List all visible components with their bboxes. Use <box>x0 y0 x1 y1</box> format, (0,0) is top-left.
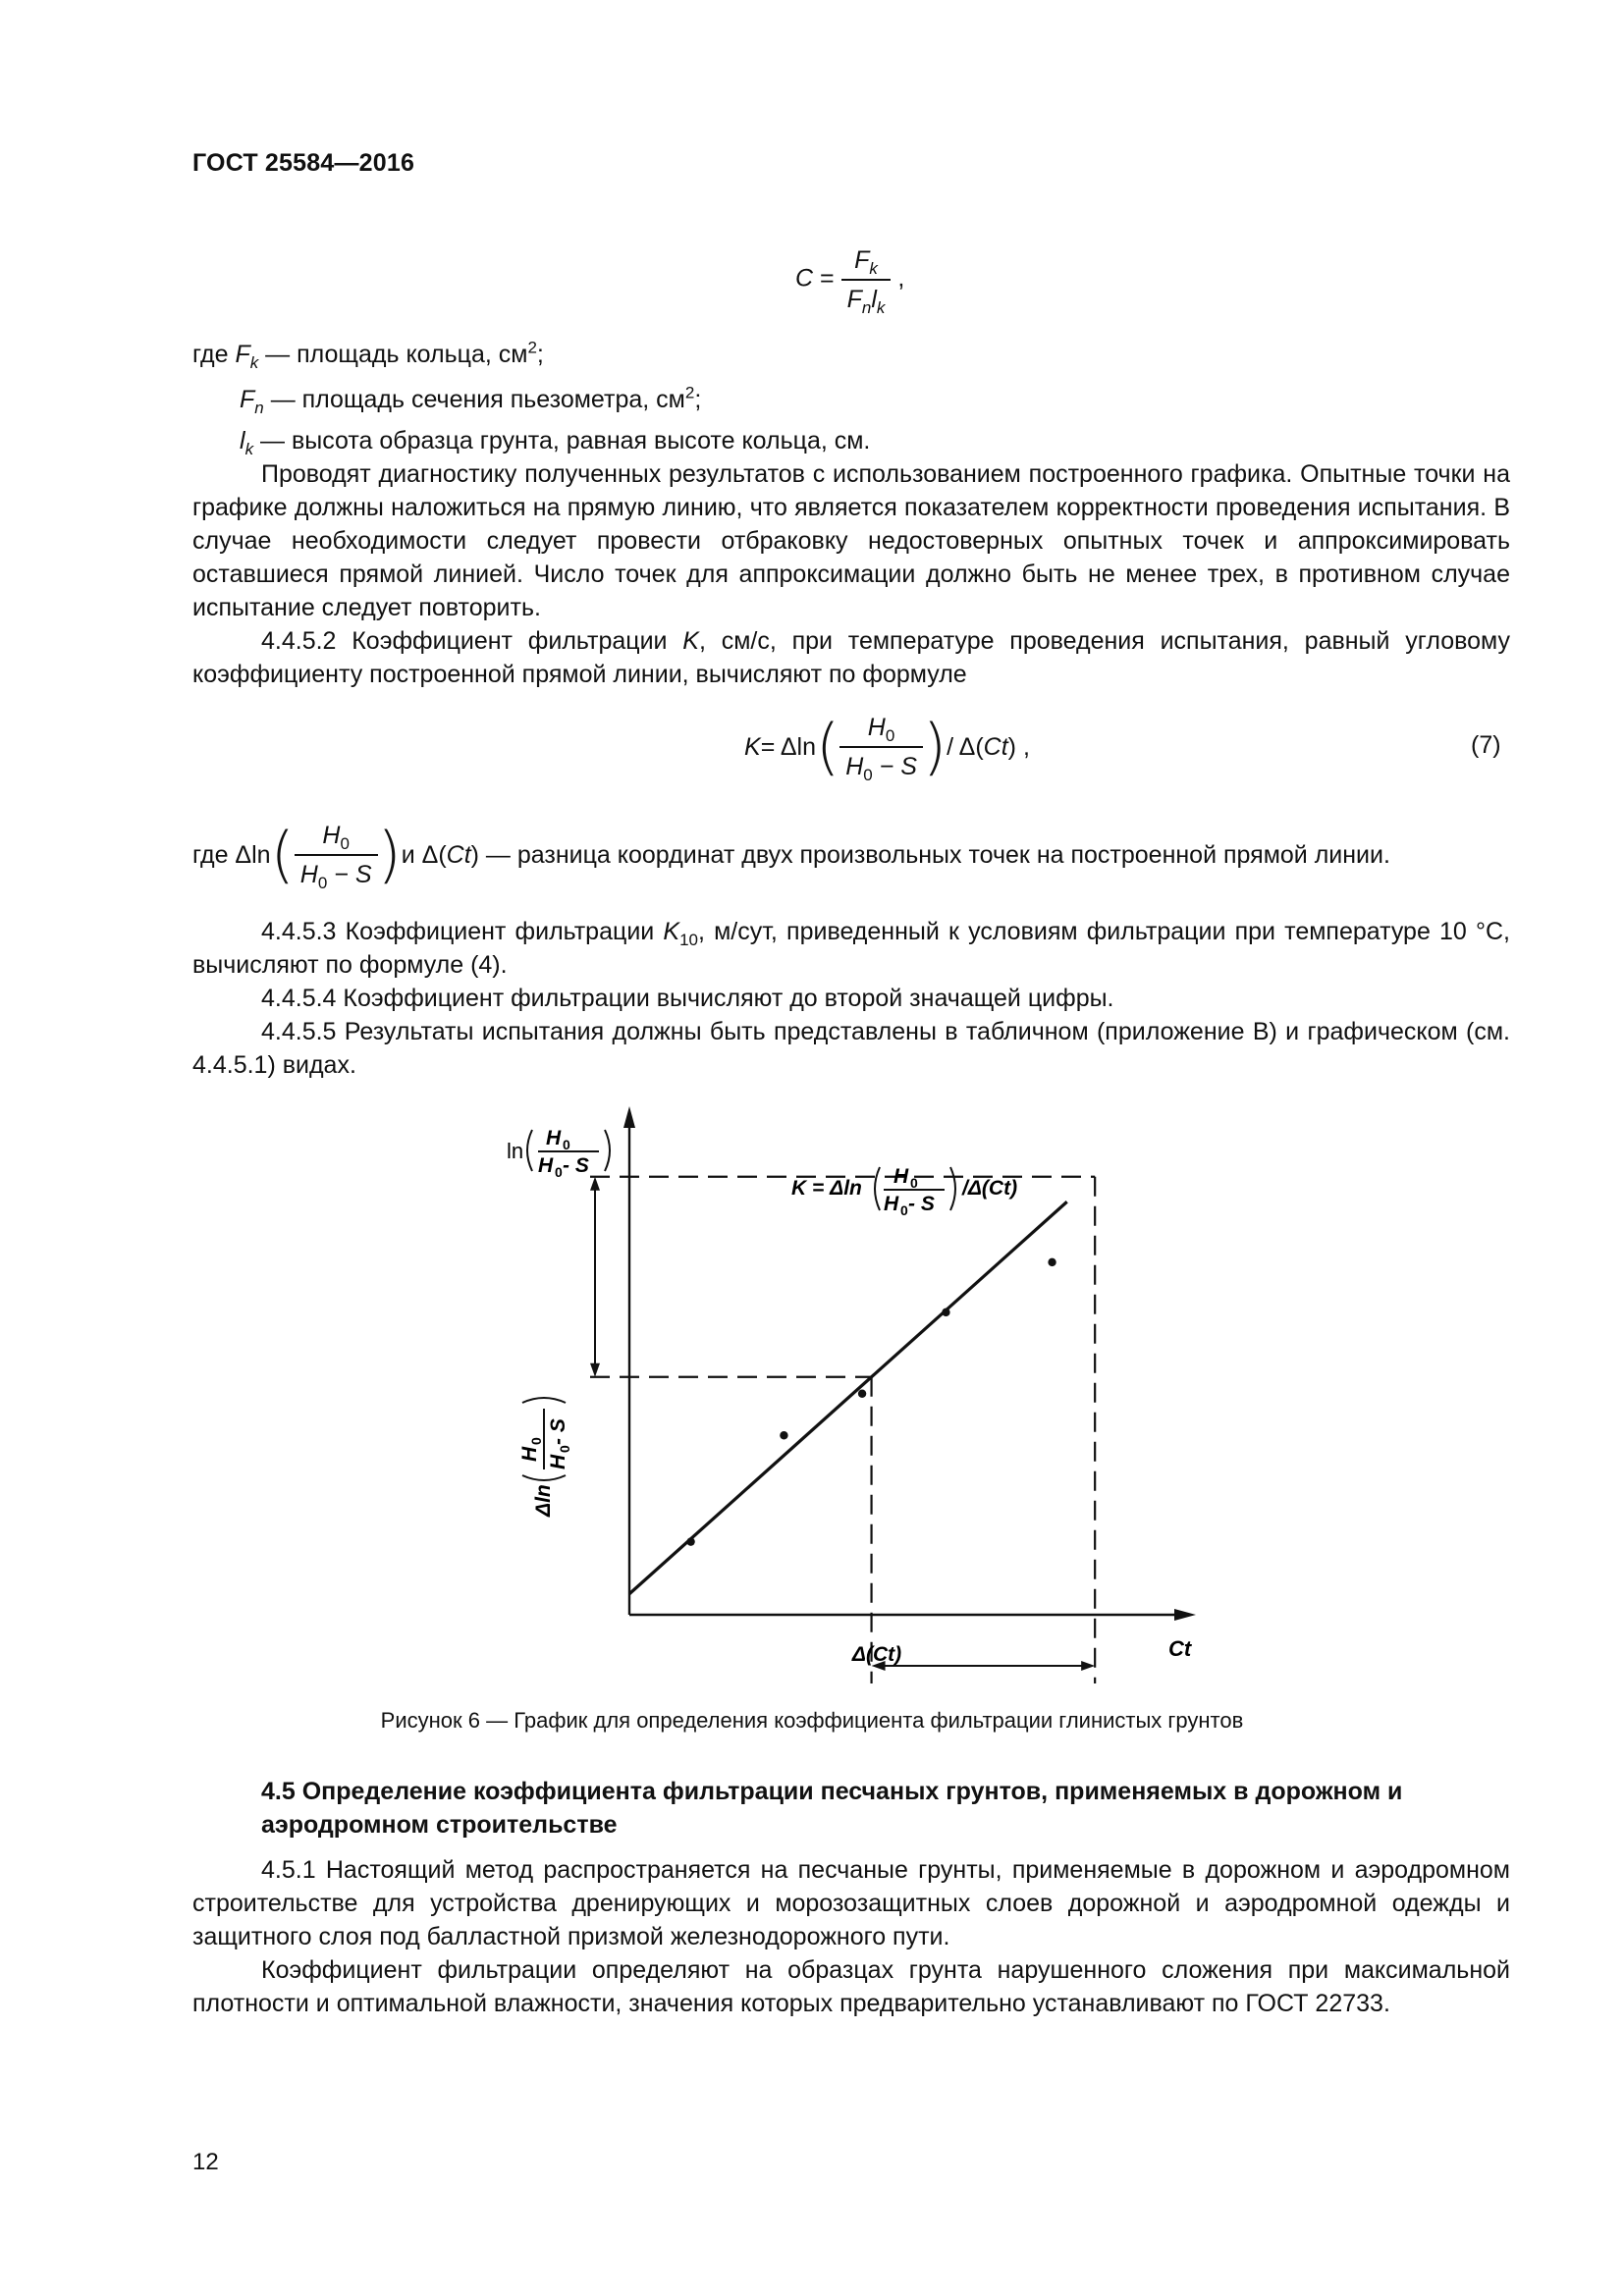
plot-formula-paren-left <box>875 1167 880 1210</box>
paragraph-4453 <box>192 915 1510 982</box>
paragraph-coef: Коэффициент фильтрации определяют на образцах грунта нарушенного сложения при максимальной плотности и оптимальной влажности, значения которых предварительно устанавливают по ГОСТ 22733. <box>192 1956 1510 2017</box>
delta-y-arrow-top <box>590 1177 600 1191</box>
f7-tail-var: Ct <box>983 733 1008 761</box>
data-point-3 <box>858 1390 866 1398</box>
f7-den-sub: 0 <box>863 766 873 784</box>
w2-paren-right: ) <box>377 819 402 890</box>
y-label-num-sub: 0 <box>563 1137 570 1152</box>
delta-y-label <box>518 1398 572 1518</box>
figure-6-graph <box>481 1095 1208 1693</box>
f7-den-tail: − S <box>872 753 917 780</box>
w2-den: H <box>299 861 318 888</box>
f7-tail-pre: / Δ( <box>947 733 984 761</box>
w2-fraction <box>295 819 378 891</box>
formula-c-lhs: C <box>795 264 814 293</box>
p4452-var: K <box>682 627 699 655</box>
delta-y-den: H <box>547 1454 569 1469</box>
formula-c-den-sub2: k <box>876 298 886 317</box>
where-line-1 <box>192 338 544 371</box>
p4453-var: K <box>663 918 680 945</box>
p4453-post: , м/сут, приведенный к условиям фильтрации при температуре 10 °С, вычисляют по формуле (4). <box>192 918 1510 979</box>
y-label-den-tail: - S <box>563 1154 589 1177</box>
plot-formula-num: H <box>893 1165 909 1188</box>
where-text-1: — площадь кольца, см <box>258 341 528 368</box>
p4453-pre: 4.4.5.3 Коэффициент фильтрации <box>261 918 664 945</box>
w2-text: ) — разница координат двух произвольных точек на построенной прямой линии. <box>470 841 1390 869</box>
f7-fraction <box>839 711 923 783</box>
p4453-sub: 10 <box>679 931 699 949</box>
paragraph-4454: 4.4.5.4 Коэффициент фильтрации вычисляют до второй значащей цифры. <box>261 985 1114 1012</box>
p4452-pre: 4.4.5.2 Коэффициент фильтрации <box>261 627 683 655</box>
delta-y-den-sub: 0 <box>557 1445 572 1453</box>
y-label-den-sub: 0 <box>555 1164 563 1180</box>
where-text-2: — площадь сечения пьезометра, см <box>263 386 685 413</box>
plot-formula-tail: /Δ(Ct) <box>962 1177 1018 1200</box>
where-sub-n: n <box>254 399 264 417</box>
where-var-fk: F <box>235 341 250 368</box>
formula-7-number: (7) <box>1471 731 1501 759</box>
paragraph-diagnostics: Проводят диагностику полученных результатов с использованием построенного графика. Опытные точки на графике должны наложиться на прямую линию, что является показателем корректности проведения испытания. В случае необходимости следует провести отбраковку недостоверных опытных точек и аппроксимировать оставшиеся прямой линией. Число точек для аппроксимации должно быть не менее трех, в противном случае испытание следует повторить. <box>192 460 1510 621</box>
plot-formula-den: H <box>884 1193 899 1215</box>
formula-7 <box>744 703 1030 791</box>
f7-tail-post: ) , <box>1007 733 1030 761</box>
data-point-1 <box>686 1537 694 1545</box>
where-sub-k: k <box>249 353 259 372</box>
where-2 <box>192 811 1390 899</box>
y-label-num: H <box>546 1127 562 1149</box>
section-45-title: 4.5 Определение коэффициента фильтрации песчаных грунтов, применяемых в дорожном и аэродромном строительстве <box>261 1778 1403 1839</box>
paragraph-4452 <box>192 624 1510 691</box>
y-label-ln: ln <box>507 1139 524 1163</box>
delta-x-label: Δ(Ct) <box>851 1643 902 1666</box>
y-label-paren-left <box>527 1130 532 1171</box>
w2-prefix: где Δln <box>192 841 271 869</box>
w2-den-sub: 0 <box>317 874 328 892</box>
where-sup-2: 2 <box>684 383 695 402</box>
f7-num: H <box>867 714 886 741</box>
w2-paren-left: ( <box>270 819 295 890</box>
where-prefix: где <box>192 341 236 368</box>
regression-line <box>629 1201 1067 1594</box>
f7-den: H <box>845 753 864 780</box>
where-text-3: — высота образца грунта, равная высоте кольца, см. <box>253 427 871 454</box>
document-header: ГОСТ 25584—2016 <box>192 149 415 177</box>
data-point-5 <box>1048 1258 1056 1266</box>
f7-paren-left: ( <box>816 711 840 782</box>
w2-mid-var: Ct <box>446 841 471 869</box>
plot-formula-num-sub: 0 <box>910 1175 918 1191</box>
data-point-2 <box>780 1431 787 1439</box>
figure-caption: Рисунок 6 — График для определения коэффициента фильтрации глинистых грунтов <box>380 1708 1244 1733</box>
plot-formula-den-tail: - S <box>908 1193 935 1215</box>
x-axis-arrow <box>1174 1609 1196 1621</box>
delta-x-arrow-right <box>1081 1661 1095 1671</box>
plot-formula <box>791 1165 1017 1218</box>
where-line-3 <box>240 424 870 457</box>
delta-y-ln: Δln <box>532 1484 555 1517</box>
formula-c <box>795 243 904 316</box>
plot-layer <box>590 1177 1095 1683</box>
delta-y-num-sub: 0 <box>528 1437 544 1445</box>
where-sub-lk: k <box>244 440 254 458</box>
paragraph-4455: 4.4.5.5 Результаты испытания должны быть представлены в табличном (приложение В) и графическом (см. 4.4.5.1) видах. <box>192 1018 1510 1079</box>
delta-y-den-tail: - S <box>547 1418 569 1445</box>
f7-eq: = Δln <box>760 733 817 761</box>
formula-c-fraction <box>841 243 892 316</box>
where-sup-1: 2 <box>527 338 537 357</box>
delta-y-arrow-bottom <box>590 1363 600 1377</box>
formula-c-tail: , <box>897 264 905 293</box>
y-label-den: H <box>538 1154 554 1177</box>
p4452-post: , см/с, при температуре проведения испытания, равный угловому коэффициенту построенной прямой линии, вычисляют по формуле <box>192 627 1510 688</box>
paragraph-451: 4.5.1 Настоящий метод распространяется на песчаные грунты, применяемые в дорожном и аэродромном строительстве для устройства дренирующих и морозозащитных слоев дорожной и аэродромной одежды и защитного слоя под балластной призмой железнодорожного пути. <box>192 1856 1510 1950</box>
where-line-2 <box>240 383 701 416</box>
where-end-2: ; <box>694 386 702 413</box>
where-var-fn: F <box>240 386 255 413</box>
where-end-1: ; <box>536 341 544 368</box>
formula-c-den-sub1: n <box>861 298 872 317</box>
formula-c-den-var1: F <box>846 286 862 313</box>
plot-formula-den-sub: 0 <box>900 1202 908 1218</box>
plot-formula-paren-right <box>950 1167 955 1210</box>
w2-mid: и Δ( <box>401 841 447 869</box>
formula-c-den-var2: l <box>871 286 877 313</box>
w2-num-sub: 0 <box>340 834 350 853</box>
x-axis-label: Ct <box>1168 1636 1192 1661</box>
y-axis-arrow <box>623 1106 635 1128</box>
where-var-lk: l <box>240 427 245 454</box>
delta-y-num: H <box>518 1446 541 1462</box>
page-number: 12 <box>192 2149 219 2175</box>
w2-den-tail: − S <box>327 861 372 888</box>
y-label-paren-right <box>605 1130 610 1171</box>
plot-formula-lhs: K = Δln <box>791 1177 862 1200</box>
formula-c-num-sub: k <box>869 259 878 278</box>
y-axis-label <box>507 1127 610 1180</box>
f7-paren-right: ) <box>922 711 947 782</box>
f7-num-sub: 0 <box>885 726 895 745</box>
formula-c-eq: = <box>820 264 835 293</box>
w2-num: H <box>322 822 341 849</box>
formula-c-num-var: F <box>854 246 870 274</box>
data-point-4 <box>942 1308 949 1316</box>
f7-lhs: K <box>744 733 761 761</box>
